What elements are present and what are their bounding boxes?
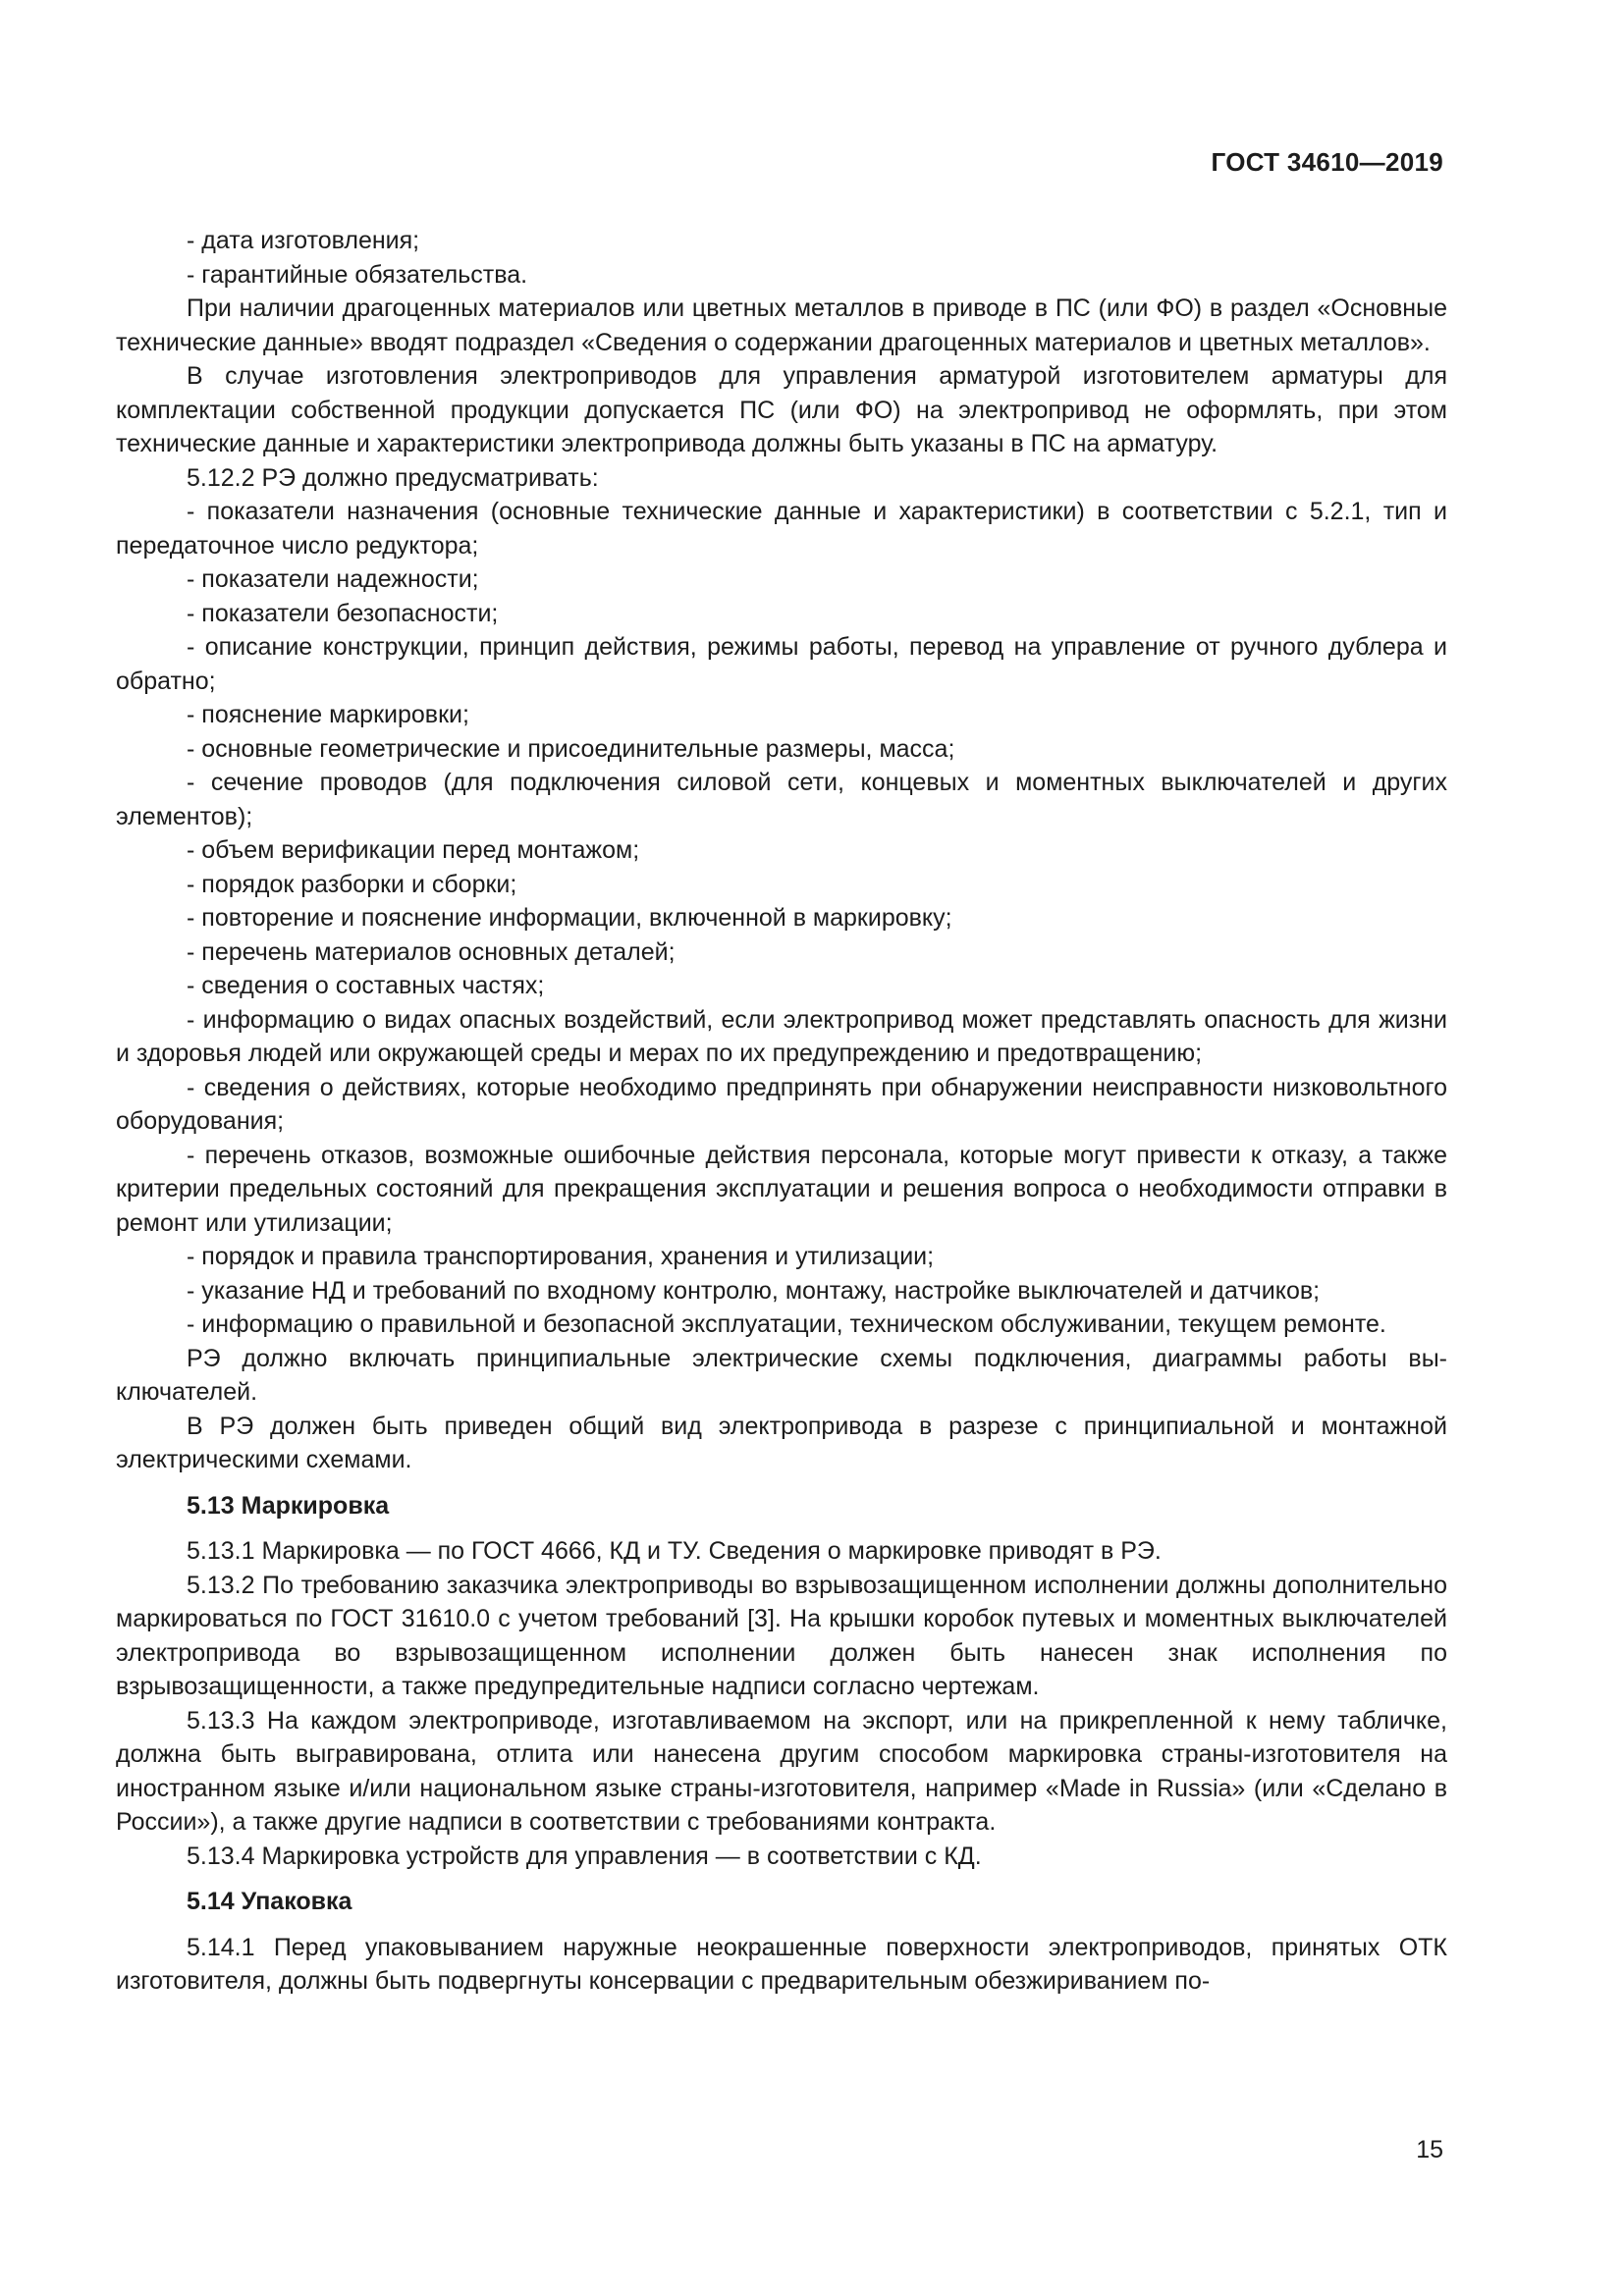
list-item: - основные геометрические и присоединительные размеры, масса; (116, 732, 1447, 767)
list-item: - сведения о действиях, которые необходимо предпринять при обнаружении неисправности низковольтного оборудования; (116, 1071, 1447, 1139)
list-item: - порядок разборки и сборки; (116, 868, 1447, 902)
list-item: - пояснение маркировки; (116, 698, 1447, 732)
list-item: - дата изготовления; (116, 224, 1447, 258)
list-item: - информацию о правильной и безопасной эксплуатации, техническом обслуживании, текущем ремонте. (116, 1308, 1447, 1342)
list-item: - сечение проводов (для подключения силовой сети, концевых и моментных выключателей и других элементов); (116, 766, 1447, 833)
paragraph: 5.13.3 На каждом электроприводе, изготавливаемом на экспорт, или на прикрепленной к нему табличке, должна быть выгравирована, отлита или нанесена другим способом маркировка страны-изготовителя на иностранном языке и/или национальном языке страны-изготовителя, например «Made in Russia» (или «Сделано в России»), а также другие надписи в соответствии с требованиями контракта. (116, 1706, 1447, 1836)
paragraph: 5.14.1 Перед упаковыванием наружные неокрашенные поверхности электроприводов, принятых ОТК изготовителя, должны быть подвергнуты консервации с предварительным обезжириванием по- (116, 1933, 1447, 1995)
section-heading-5-13: 5.13 Маркировка (187, 1491, 390, 1520)
document-header: ГОСТ 34610—2019 (1211, 147, 1443, 177)
list-item: - гарантийные обязательства. (116, 258, 1447, 293)
paragraph: 5.12.2 РЭ должно предусматривать: (187, 463, 599, 492)
list-item: - указание НД и требований по входному контролю, монтажу, настройке выключателей и датчиков; (116, 1274, 1447, 1308)
list-item: - объем верификации перед монтажом; (116, 833, 1447, 868)
list-item: - информацию о видах опасных воздействий, если электропривод может представлять опасность для жизни и здоровья людей или окружающей среды и мерах по их предупреждению и предотвращению; (116, 1003, 1447, 1071)
list-item: - перечень отказов, возможные ошибочные действия персонала, которые могут привести к отказу, а также критерии предельных состояний для прекращения эксплуатации и решения вопроса о необходимости отправки в ремонт или утилизации; (116, 1139, 1447, 1241)
paragraph: РЭ должно включать принципиальные электрические схемы подключения, диаграммы работы выключателей. (116, 1344, 1447, 1406)
list-item: - описание конструкции, принцип действия, режимы работы, перевод на управление от ручного дублера и обратно; (116, 630, 1447, 698)
paragraph: В случае изготовления электроприводов для управления арматурой изготовителем арматуры для комплектации собственной продукции допускается ПС (или ФО) на электропривод не оформлять, при этом технические данные и характеристики электропривода должны быть указаны в ПС на арматуру. (116, 362, 1447, 457)
section-heading-5-14: 5.14 Упаковка (187, 1888, 352, 1915)
list-item: - показатели надежности; (116, 562, 1447, 597)
paragraph: 5.13.2 По требованию заказчика электроприводы во взрывозащищенном исполнении должны дополнительно маркироваться по ГОСТ 31610.0 с учетом требований [3]. На крышки коробок путевых и моментных выключателей электропривода во взрывозащищенном исполнении должен быть нанесен знак исполнения по взрывозащищенности, а также предупредительные надписи согласно чертежам. (116, 1571, 1447, 1700)
paragraph: В РЭ должен быть приведен общий вид электропривода в разрезе с принципиальной и монтажной электрическими схемами. (116, 1412, 1447, 1473)
paragraph: При наличии драгоценных материалов или цветных металлов в приводе в ПС (или ФО) в раздел «Основные технические данные» вводят подраздел «Сведения о содержании драгоценных материалов и цветных металлов». (116, 294, 1447, 356)
page-number: 15 (1416, 2136, 1443, 2163)
paragraph: 5.13.4 Маркировка устройств для управления — в соответствии с КД. (187, 1842, 982, 1870)
list-item: - порядок и правила транспортирования, хранения и утилизации; (116, 1240, 1447, 1274)
document-body (116, 224, 1447, 1999)
list-item: - сведения о составных частях; (116, 969, 1447, 1003)
list-item: - повторение и пояснение информации, включенной в маркировку; (116, 901, 1447, 935)
list-item: - показатели назначения (основные технические данные и характеристики) в соответствии с 5.2.1, тип и передаточное число редуктора; (116, 495, 1447, 562)
list-item: - перечень материалов основных деталей; (116, 935, 1447, 970)
paragraph: 5.13.1 Маркировка — по ГОСТ 4666, КД и ТУ. Сведения о маркировке приводят в РЭ. (187, 1537, 1162, 1565)
list-item: - показатели безопасности; (116, 597, 1447, 631)
